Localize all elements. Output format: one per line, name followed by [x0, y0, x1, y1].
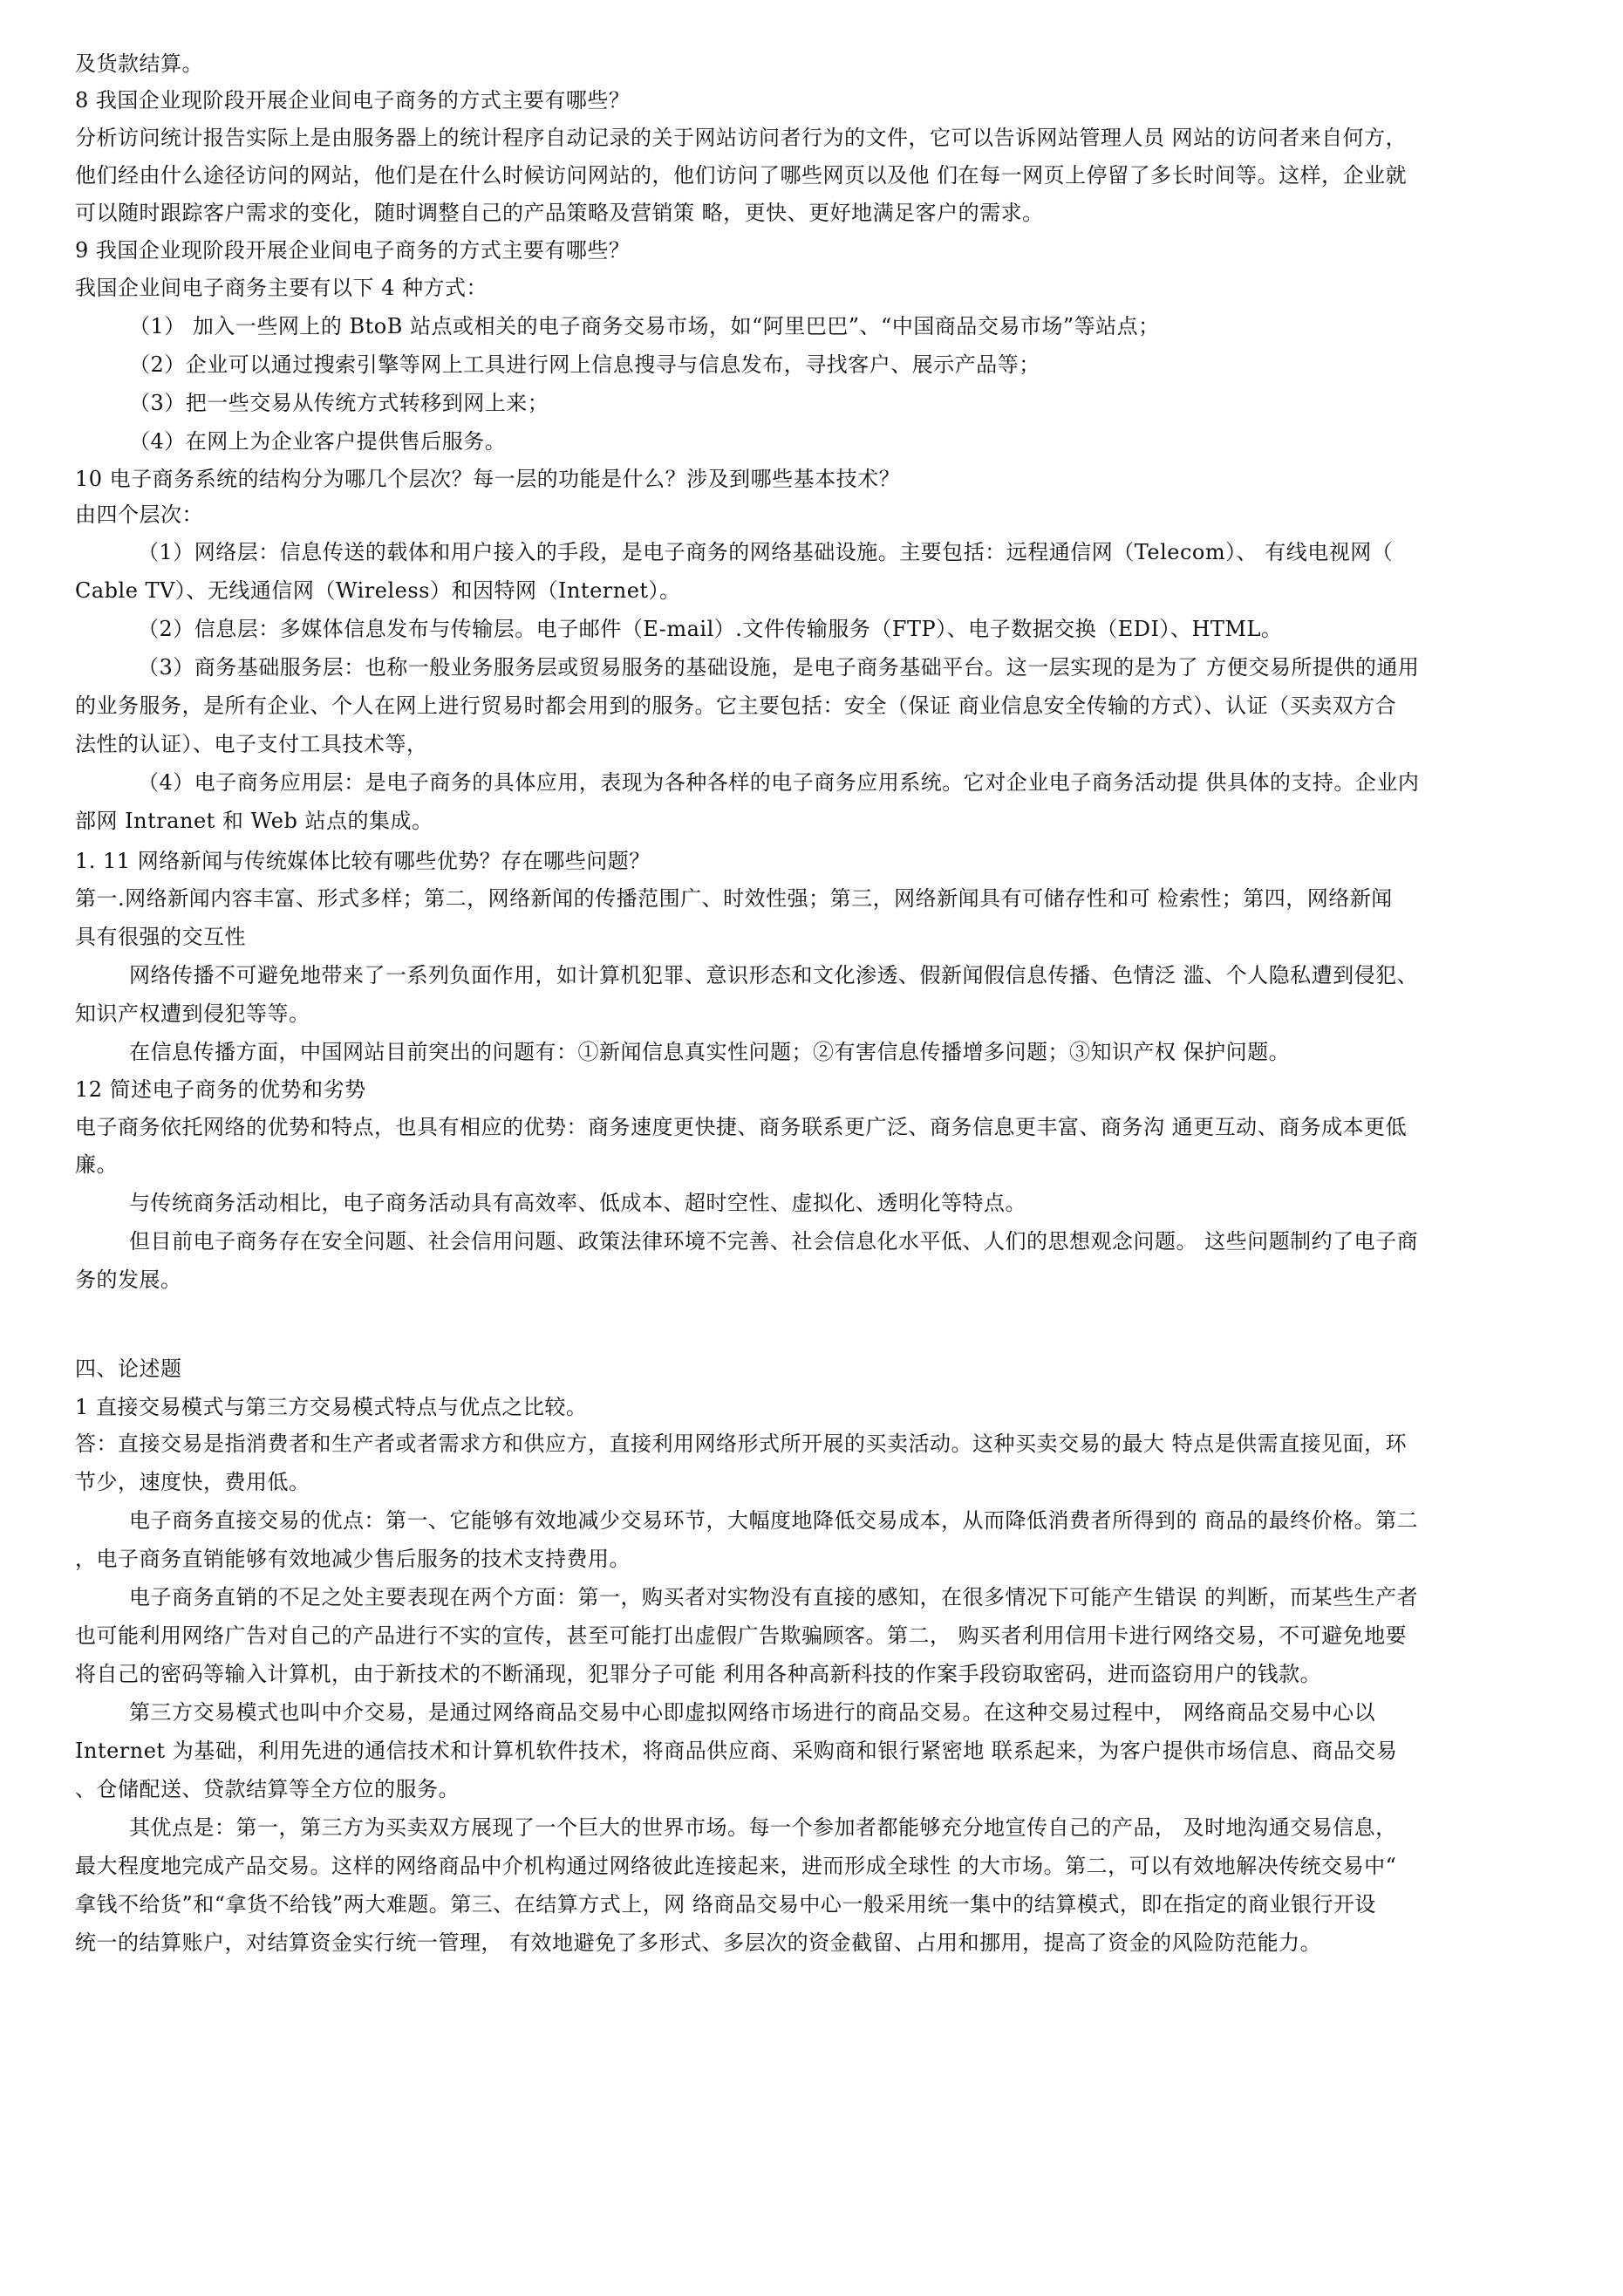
- text-line: 其优点是：第一，第三方为买卖双方展现了一个巨大的世界市场。每一个参加者都能够充分地宣传自己的产品， 及时地沟通交易信息，: [129, 1815, 1397, 1840]
- text-line: 具有很强的交互性: [75, 925, 246, 949]
- list-item: （1） 加入一些网上的 BtoB 站点或相关的电子商务交易市场，如“阿里巴巴”、“中国商品交易市场”等站点；: [129, 314, 1160, 338]
- text-line: 但目前电子商务存在安全问题、社会信用问题、政策法律环境不完善、社会信息化水平低、人们的思想观念问题。 这些问题制约了电子商: [129, 1229, 1419, 1254]
- text-line: 与传统商务活动相比，电子商务活动具有高效率、低成本、超时空性、虚拟化、透明化等特点。: [129, 1191, 1026, 1215]
- text-line: 第一.网络新闻内容丰富、形式多样；第二，网络新闻的传播范围广、时效性强；第三，网络新闻具有可储存性和可 检索性；第四，网络新闻: [75, 886, 1393, 911]
- text-line: 务的发展。: [75, 1268, 182, 1292]
- list-item: （3）把一些交易从传统方式转移到网上来；: [129, 391, 549, 415]
- text-line: 统一的结算账户，对结算资金实行统一管理， 有效地避免了多形式、多层次的资金截留、占用和挪用，提高了资金的风险防范能力。: [75, 1930, 1322, 1955]
- question-heading: 1. 11 网络新闻与传统媒体比较有哪些优势？存在哪些问题？: [75, 849, 651, 873]
- text-line: 分析访问统计报告实际上是由服务器上的统计程序自动记录的关于网站访问者行为的文件，它可以告诉网站管理人员 网站的访问者来自何方，: [75, 126, 1408, 150]
- text-line: 也可能利用网络广告对自己的产品进行不实的宣传，甚至可能打出虚假广告欺骗顾客。第二， 购买者利用信用卡进行网络交易，不可避免地要: [75, 1623, 1408, 1648]
- text-line: 法性的认证）、电子支付工具技术等，: [75, 732, 428, 756]
- text-line: 我国企业间电子商务主要有以下 4 种方式：: [75, 276, 488, 300]
- text-line: 部网 Intranet 和 Web 站点的集成。: [75, 809, 433, 833]
- text-line: 拿钱不给货”和“拿货不给钱”两大难题。第三、在结算方式上，网 络商品交易中心一般采用统一集中的结算模式，即在指定的商业银行开设: [75, 1892, 1376, 1917]
- text-line: 电子商务直销的不足之处主要表现在两个方面：第一，购买者对实物没有直接的感知，在很多情况下可能产生错误 的判断，而某些生产者: [129, 1585, 1419, 1609]
- text-line: ，电子商务直销能够有效地减少售后服务的技术支持费用。: [75, 1547, 631, 1571]
- question-heading: 8 我国企业现阶段开展企业间电子商务的方式主要有哪些？: [75, 88, 631, 113]
- text-line: 网络传播不可避免地带来了一系列负面作用，如计算机犯罪、意识形态和文化渗透、假新闻假信息传播、色情泛 滥、个人隐私遭到侵犯、: [129, 963, 1419, 987]
- text-line: 可以随时跟踪客户需求的变化，随时调整自己的产品策略及营销策 略，更快、更好地满足客户的需求。: [75, 201, 1044, 225]
- text-line: Cable TV）、无线通信网（Wireless）和因特网（Internet）。: [75, 578, 681, 603]
- text-line: Internet 为基础，利用先进的通信技术和计算机软件技术，将商品供应商、采购商和银行紧密地 联系起来，为客户提供市场信息、商品交易: [75, 1739, 1398, 1763]
- text-line: 知识产权遭到侵犯等等。: [75, 1001, 310, 1026]
- text-line: 廉。: [75, 1152, 118, 1177]
- text-line: 答：直接交易是指消费者和生产者或者需求方和供应方，直接利用网络形式所开展的买卖活动。这种买卖交易的最大 特点是供需直接见面，环: [75, 1432, 1408, 1456]
- text-line: 由四个层次：: [75, 502, 203, 527]
- text-line: 的业务服务，是所有企业、个人在网上进行贸易时都会用到的服务。它主要包括：安全（保证 商业信息安全传输的方式）、认证（买卖双方合: [75, 694, 1397, 718]
- text-line: 、仓储配送、贷款结算等全方位的服务。: [75, 1777, 460, 1801]
- text-line: （4）电子商务应用层：是电子商务的具体应用，表现为各种各样的电子商务应用系统。它对企业电子商务活动提 供具体的支持。企业内: [138, 770, 1420, 795]
- text-line: 将自己的密码等输入计算机，由于新技术的不断涌现，犯罪分子可能 利用各种高新科技的作案手段窃取密码，进而盗窃用户的钱款。: [75, 1662, 1322, 1686]
- section-heading: 四、论述题: [75, 1356, 182, 1381]
- question-heading: 1 直接交易模式与第三方交易模式特点与优点之比较。: [75, 1395, 588, 1419]
- question-heading: 12 简述电子商务的优势和劣势: [75, 1077, 366, 1102]
- text-line: 第三方交易模式也叫中介交易，是通过网络商品交易中心即虚拟网络市场进行的商品交易。在这种交易过程中， 网络商品交易中心以: [129, 1700, 1376, 1725]
- list-item: （4）在网上为企业客户提供售后服务。: [129, 429, 507, 454]
- question-heading: 10 电子商务系统的结构分为哪几个层次？每一层的功能是什么？涉及到哪些基本技术？: [75, 467, 901, 491]
- text-line: 电子商务直接交易的优点：第一、它能够有效地减少交易环节，大幅度地降低交易成本，从而降低消费者所得到的 商品的最终价格。第二: [129, 1508, 1419, 1533]
- text-line: （1）网络层：信息传送的载体和用户接入的手段，是电子商务的网络基础设施。主要包括：远程通信网（Telecom）、 有线电视网（: [138, 540, 1394, 564]
- text-line: （2）信息层：多媒体信息发布与传输层。电子邮件（E-mail）.文件传输服务（FTP）、电子数据交换（EDI）、HTML。: [138, 617, 1283, 641]
- question-heading: 9 我国企业现阶段开展企业间电子商务的方式主要有哪些？: [75, 238, 631, 263]
- text-line: 他们经由什么途径访问的网站，他们是在什么时候访问网站的，他们访问了哪些网页以及他 们在每一网页上停留了多长时间等。这样，企业就: [75, 163, 1408, 188]
- text-line: 在信息传播方面，中国网站目前突出的问题有：①新闻信息真实性问题；②有害信息传播增多问题；③知识产权 保护问题。: [129, 1040, 1291, 1064]
- text-line: 最大程度地完成产品交易。这样的网络商品中介机构通过网络彼此连接起来，进而形成全球性 的大市场。第二，可以有效地解决传统交易中“: [75, 1854, 1397, 1878]
- list-item: （2）企业可以通过搜索引擎等网上工具进行网上信息搜寻与信息发布，寻找客户、展示产品等；: [129, 352, 1040, 377]
- text-line: 及货款结算。: [75, 51, 203, 76]
- text-line: 电子商务依托网络的优势和特点，也具有相应的优势：商务速度更快捷、商务联系更广泛、商务信息更丰富、商务沟 通更互动、商务成本更低: [75, 1115, 1408, 1139]
- text-line: （3）商务基础服务层：也称一般业务服务层或贸易服务的基础设施，是电子商务基础平台。这一层实现的是为了 方便交易所提供的通用: [138, 655, 1420, 680]
- text-line: 节少，速度快，费用低。: [75, 1470, 310, 1494]
